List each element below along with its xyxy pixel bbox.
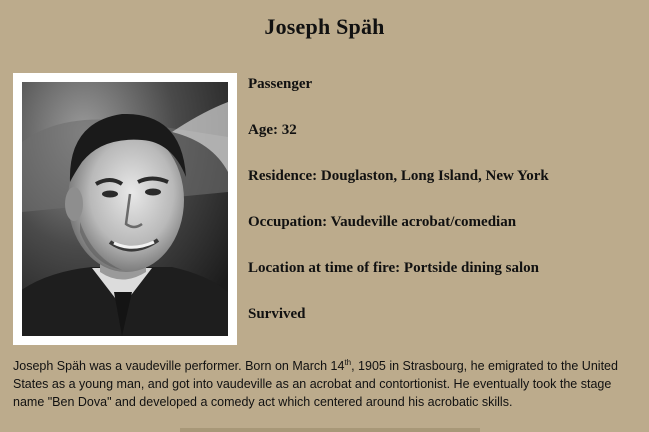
fact-occupation: Occupation: Vaudeville acrobat/comedian	[248, 214, 517, 230]
fact-role: Passenger	[248, 76, 313, 92]
bio-text-end: , 1905 in Strasbourg, he emigrated to the United States as a young man, and got into vaudeville as an acrobat and contortionist. He eventually took the stage name "Ben Dova" and developed a comedy act which centered around his acrobatic skills.	[13, 359, 618, 409]
fact-residence: Residence: Douglaston, Long Island, New York	[248, 168, 549, 184]
portrait-frame	[13, 73, 237, 345]
page-title: Joseph Späh	[264, 14, 385, 39]
bottom-divider	[180, 428, 480, 432]
fact-location: Location at time of fire: Portside dining salon	[248, 260, 539, 276]
fact-age: Age: 32	[248, 122, 297, 138]
bio-text-start: Joseph Späh was a vaudeville performer. Born on March 14	[13, 359, 345, 373]
bio-ordinal-suffix: th	[344, 357, 352, 367]
portrait-image	[22, 82, 228, 336]
biography-paragraph	[13, 357, 643, 411]
portrait-photo	[22, 82, 228, 336]
passenger-facts	[248, 74, 549, 350]
fact-outcome: Survived	[248, 306, 306, 322]
